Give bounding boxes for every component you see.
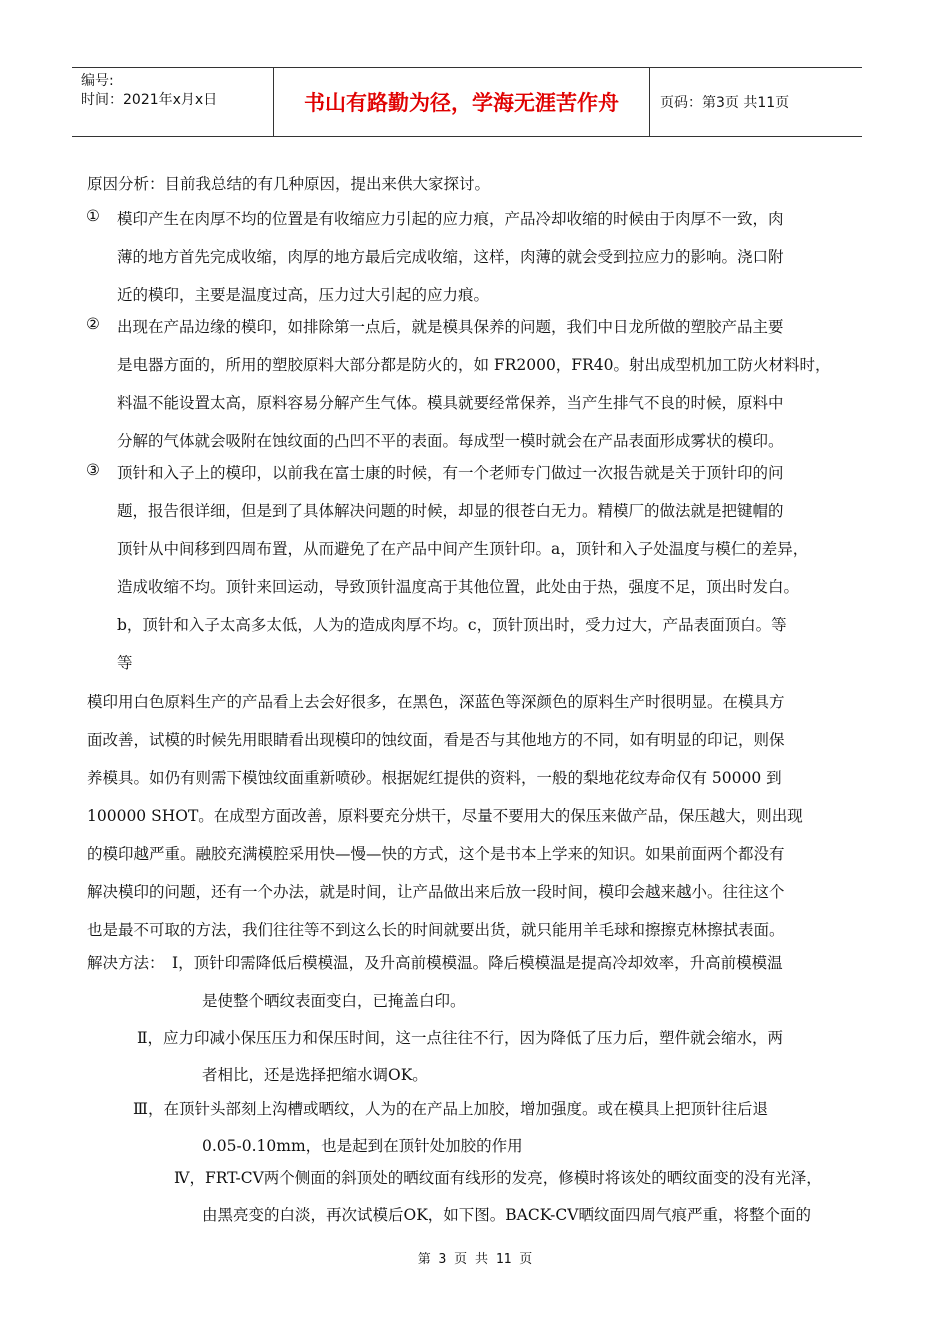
solution-label: 解决方法： — [87, 954, 165, 972]
doc-time-label: 时间：2021年x月x日 — [81, 92, 218, 108]
item2-line: 料温不能设置太高，原料容易分解产生气体。模具就要经常保养，当产生排气不良的时候，原料中 — [117, 394, 784, 412]
body-paragraph-line: 也是最不可取的方法，我们往往等不到这么长的时间就要出货，就只能用羊毛球和擦擦克林擦拭表面。 — [87, 921, 785, 939]
body-paragraph-line: 模印用白色原料生产的产品看上去会好很多，在黑色，深蓝色等深颜色的原料生产时很明显。在模具方 — [87, 693, 785, 711]
item3-line: b，顶针和入子太高多太低，人为的造成肉厚不均。c，顶针顶出时，受力过大，产品表面顶白。等 — [117, 616, 787, 634]
body-paragraph-line: 解决模印的问题，还有一个办法，就是时间，让产品做出来后放一段时间，模印会越来越小。往往这个 — [87, 883, 785, 901]
body-paragraph-line: 养模具。如仍有则需下模蚀纹面重新喷砂。根据妮红提供的资料，一般的梨地花纹寿命仅有 50000 到 — [87, 769, 782, 787]
item3-line: 顶针从中间移到四周布置，从而避免了在产品中间产生顶针印。a，顶针和入子处温度与模仁的差异， — [117, 540, 809, 558]
solution-4-line: 由黑亮变的白淡，再次试模后OK，如下图。BACK-CV晒纹面四周气痕严重，将整个面的 — [202, 1206, 811, 1224]
solution-4-line: Ⅳ，FRT-CV两个侧面的斜顶处的晒纹面有线形的发亮，修模时将该处的晒纹面变的没有光泽， — [174, 1169, 822, 1187]
intro-paragraph: 原因分析：目前我总结的有几种原因，提出来供大家探讨。 — [87, 175, 491, 193]
item3-line: 造成收缩不均。顶针来回运动，导致顶针温度高于其他位置，此处由于热，强度不足，顶出时发白。 — [117, 578, 800, 596]
header-table — [72, 67, 862, 137]
body-paragraph-line: 面改善，试模的时候先用眼睛看出现模印的蚀纹面，看是否与其他地方的不同，如有明显的印记，则保 — [87, 731, 785, 749]
body-paragraph-line: 的模印越严重。融胶充满模腔采用快—慢—快的方式，这个是书本上学来的知识。如果前面两个都没有 — [87, 845, 785, 863]
header-motto: 书山有路勤为径，学海无涯苦作舟 — [274, 68, 650, 136]
item3-line: 题，报告很详细，但是到了具体解决问题的时候，却显的很苍白无力。精模厂的做法就是把键帽的 — [117, 502, 784, 520]
item2-line: 出现在产品边缘的模印，如排除第一点后，就是模具保养的问题，我们中日龙所做的塑胶产品主要 — [117, 318, 784, 336]
solution-1-line: 是使整个晒纹表面变白，已掩盖白印。 — [202, 992, 466, 1010]
item2-line: 是电器方面的，所用的塑胶原料大部分都是防火的，如 FR2000，FR40。射出成型机加工防火材料时， — [117, 356, 831, 374]
item3-line: 等 — [117, 654, 133, 672]
item3-marker: ③ — [86, 461, 100, 479]
header-meta — [72, 68, 274, 136]
item2-marker: ② — [86, 315, 100, 333]
solution-3-line: 0.05-0.10mm，也是起到在顶针处加胶的作用 — [202, 1137, 523, 1155]
item1-marker: ① — [86, 207, 100, 225]
solution-2-line: Ⅱ，应力印减小保压压力和保压时间，这一点往往不行，因为降低了压力后，塑件就会缩水，两 — [137, 1029, 784, 1047]
item2-line: 分解的气体就会吸附在蚀纹面的凸凹不平的表面。每成型一模时就会在产品表面形成雾状的模印。 — [117, 432, 784, 450]
body-paragraph-line: 100000 SHOT。在成型方面改善，原料要充分烘干，尽量不要用大的保压来做产品，保压越大，则出现 — [87, 807, 803, 825]
item3-line: 顶针和入子上的模印，以前我在富士康的时候，有一个老师专门做过一次报告就是关于顶针印的问 — [117, 464, 784, 482]
solution-1-line: Ⅰ，顶针印需降低后模模温，及升高前模模温。降后模模温是提高冷却效率，升高前模模温 — [172, 954, 783, 972]
item1-line: 模印产生在肉厚不均的位置是有收缩应力引起的应力痕，产品冷却收缩的时候由于肉厚不一致，肉 — [117, 210, 784, 228]
solution-3-line: Ⅲ，在顶针头部刻上沟槽或晒纹，人为的在产品上加胶，增加强度。或在模具上把顶针往后退 — [133, 1100, 768, 1118]
doc-number-label: 编号: — [81, 73, 114, 89]
page-footer: 第 3 页 共 11 页 — [417, 1252, 533, 1267]
header-page-info: 页码：第3页 共11页 — [660, 95, 790, 111]
item1-line: 薄的地方首先完成收缩，肉厚的地方最后完成收缩，这样，肉薄的就会受到拉应力的影响。浇口附 — [117, 248, 784, 266]
solution-2-line: 者相比，还是选择把缩水调OK。 — [202, 1066, 428, 1084]
item1-line: 近的模印，主要是温度过高，压力过大引起的应力痕。 — [117, 286, 490, 304]
